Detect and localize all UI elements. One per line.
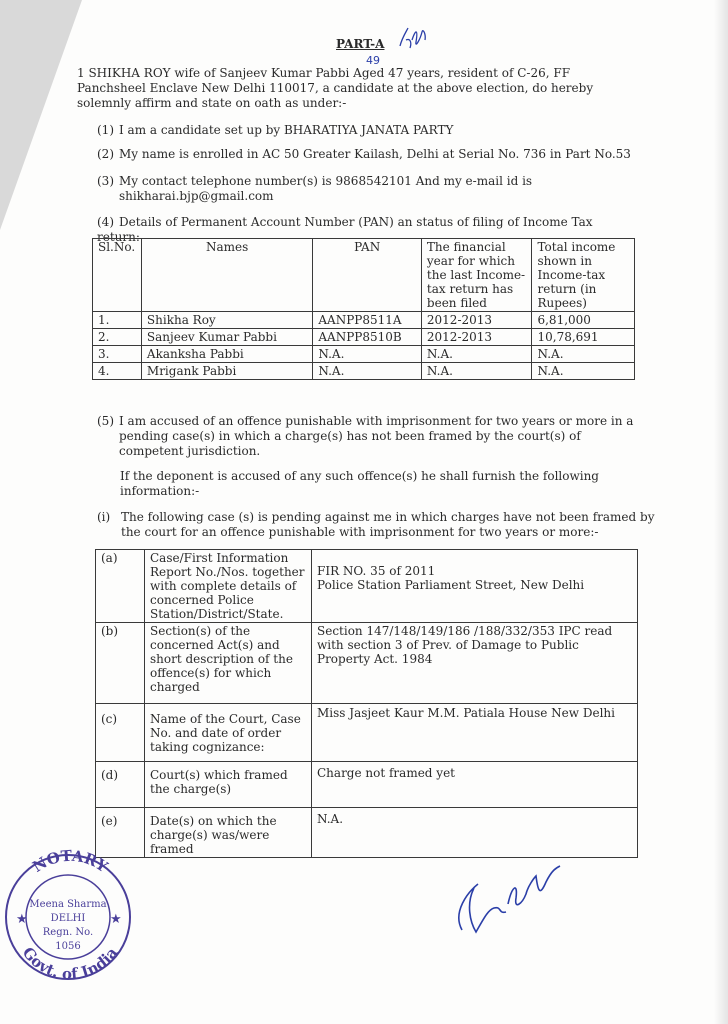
cell-value: Charge not framed yet <box>312 762 638 808</box>
intro-paragraph: 1 SHIKHA ROY wife of Sanjeev Kumar Pabbi Aged 47 years, resident of C-26, FF Panchsheel Enclave New Delhi 110017, a candidate at the above election, do hereby solemnly affirm and state on oath as under:- <box>77 66 594 110</box>
cell-field: Case/First Information Report No./Nos. together with complete details of concerned Police Station/District/State. <box>145 550 312 623</box>
cell-slno: 3. <box>93 346 142 363</box>
item-3 <box>97 174 539 204</box>
table-row <box>96 623 638 704</box>
stamp-top-text: NOTARY <box>29 846 111 876</box>
table-row <box>96 808 638 858</box>
cell-value: Miss Jasjeet Kaur M.M. Patiala House New Delhi <box>312 704 638 762</box>
cell-name: Mrigank Pabbi <box>141 363 312 380</box>
cell-label: (d) <box>96 762 145 808</box>
item-number: (i) <box>97 510 111 524</box>
table-row <box>96 550 638 623</box>
stamp-regn: Regn. No. <box>42 927 94 938</box>
cell-name: Shikha Roy <box>141 312 312 329</box>
cell-label: (c) <box>96 704 145 762</box>
cell-pan: AANPP8511A <box>313 312 422 329</box>
table-row <box>93 363 635 380</box>
cell-label: (a) <box>96 550 145 623</box>
item-1 <box>97 123 637 138</box>
cell-label: (e) <box>96 808 145 858</box>
table-row <box>93 346 635 363</box>
cell-slno: 1. <box>93 312 142 329</box>
handwritten-initials <box>382 18 432 64</box>
cell-income: N.A. <box>532 346 635 363</box>
cell-field: Name of the Court, Case No. and date of order taking cognizance: <box>145 704 312 762</box>
header-pan: PAN <box>313 239 422 312</box>
cell-label: (b) <box>96 623 145 704</box>
item-2 <box>97 147 637 162</box>
header-names: Names <box>141 239 312 312</box>
cell-field: Section(s) of the concerned Act(s) and short description of the offence(s) for which charged <box>145 623 312 704</box>
table-header-row <box>93 239 635 312</box>
cell-income: 6,81,000 <box>532 312 635 329</box>
table-row <box>93 312 635 329</box>
item-5-note: If the deponent is accused of any such offence(s) he shall furnish the following information:- <box>120 469 599 498</box>
scan-edge-shadow <box>714 0 728 1024</box>
stamp-number: 1056 <box>55 941 81 952</box>
cell-field: Court(s) which framed the charge(s) <box>145 762 312 808</box>
stamp-name: Meena Sharma <box>29 899 107 910</box>
header-financial-year: The financial year for which the last Income-tax return has been filed <box>421 239 532 312</box>
item-text: I am a candidate set up by BHARATIYA JANATA PARTY <box>119 123 454 137</box>
header-total-income: Total income shown in Income-tax return (in Rupees) <box>532 239 635 312</box>
cell-income: N.A. <box>532 363 635 380</box>
item-text: My contact telephone number(s) is 9868542101 And my e-mail id is shikharai.bjp@gmail.com <box>119 174 533 203</box>
cell-income: 10,78,691 <box>532 329 635 346</box>
cell-year: N.A. <box>421 346 532 363</box>
cell-pan: AANPP8510B <box>313 329 422 346</box>
page-title: PART-A <box>336 37 385 51</box>
item-number: (3) <box>97 174 114 188</box>
cell-pan: N.A. <box>313 346 422 363</box>
item-text: Details of Permanent Account Number (PAN) an status of filing of Income Tax return: <box>97 215 593 244</box>
item-number: (4) <box>97 215 114 229</box>
item-i <box>97 510 671 540</box>
stamp-bottom-text: Govt. of India <box>18 943 122 984</box>
scan-corner-shadow <box>0 0 82 230</box>
cell-value: N.A. <box>312 808 638 858</box>
cell-year: 2012-2013 <box>421 329 532 346</box>
handwritten-signature <box>448 852 578 942</box>
item-number: (5) <box>97 414 114 428</box>
cell-value: Section 147/148/149/186 /188/332/353 IPC read with section 3 of Prev. of Damage to Public Property Act. 1984 <box>312 623 638 704</box>
cell-name: Akanksha Pabbi <box>141 346 312 363</box>
item-number: (2) <box>97 147 114 161</box>
header-slno: Sl.No. <box>93 239 142 312</box>
item-text: My name is enrolled in AC 50 Greater Kailash, Delhi at Serial No. 736 in Part No.53 <box>119 147 631 161</box>
cell-pan: N.A. <box>313 363 422 380</box>
stamp-star-icon: ★ <box>110 912 122 927</box>
cell-year: 2012-2013 <box>421 312 532 329</box>
case-table <box>95 549 638 858</box>
item-5 <box>97 414 639 459</box>
stamp-star-icon: ★ <box>16 912 28 927</box>
item-text: The following case (s) is pending against me in which charges have not been framed by the court for an offence punishable with imprisonment for two years or more:- <box>121 510 655 539</box>
pan-table <box>92 238 635 380</box>
stamp-city: DELHI <box>50 913 86 924</box>
table-row <box>96 762 638 808</box>
cell-slno: 4. <box>93 363 142 380</box>
cell-slno: 2. <box>93 329 142 346</box>
item-number: (1) <box>97 123 114 137</box>
table-row <box>93 329 635 346</box>
table-row <box>96 704 638 762</box>
notary-stamp <box>0 845 140 1005</box>
handwritten-age: 49 <box>366 54 380 67</box>
cell-name: Sanjeev Kumar Pabbi <box>141 329 312 346</box>
cell-year: N.A. <box>421 363 532 380</box>
item-text: I am accused of an offence punishable with imprisonment for two years or more in a pending case(s) in which a charge(s) has not been framed by the court(s) of competent jurisdiction. <box>119 414 634 458</box>
cell-value: FIR NO. 35 of 2011 Police Station Parliament Street, New Delhi <box>312 550 638 623</box>
cell-field: Date(s) on which the charge(s) was/were framed <box>145 808 312 858</box>
